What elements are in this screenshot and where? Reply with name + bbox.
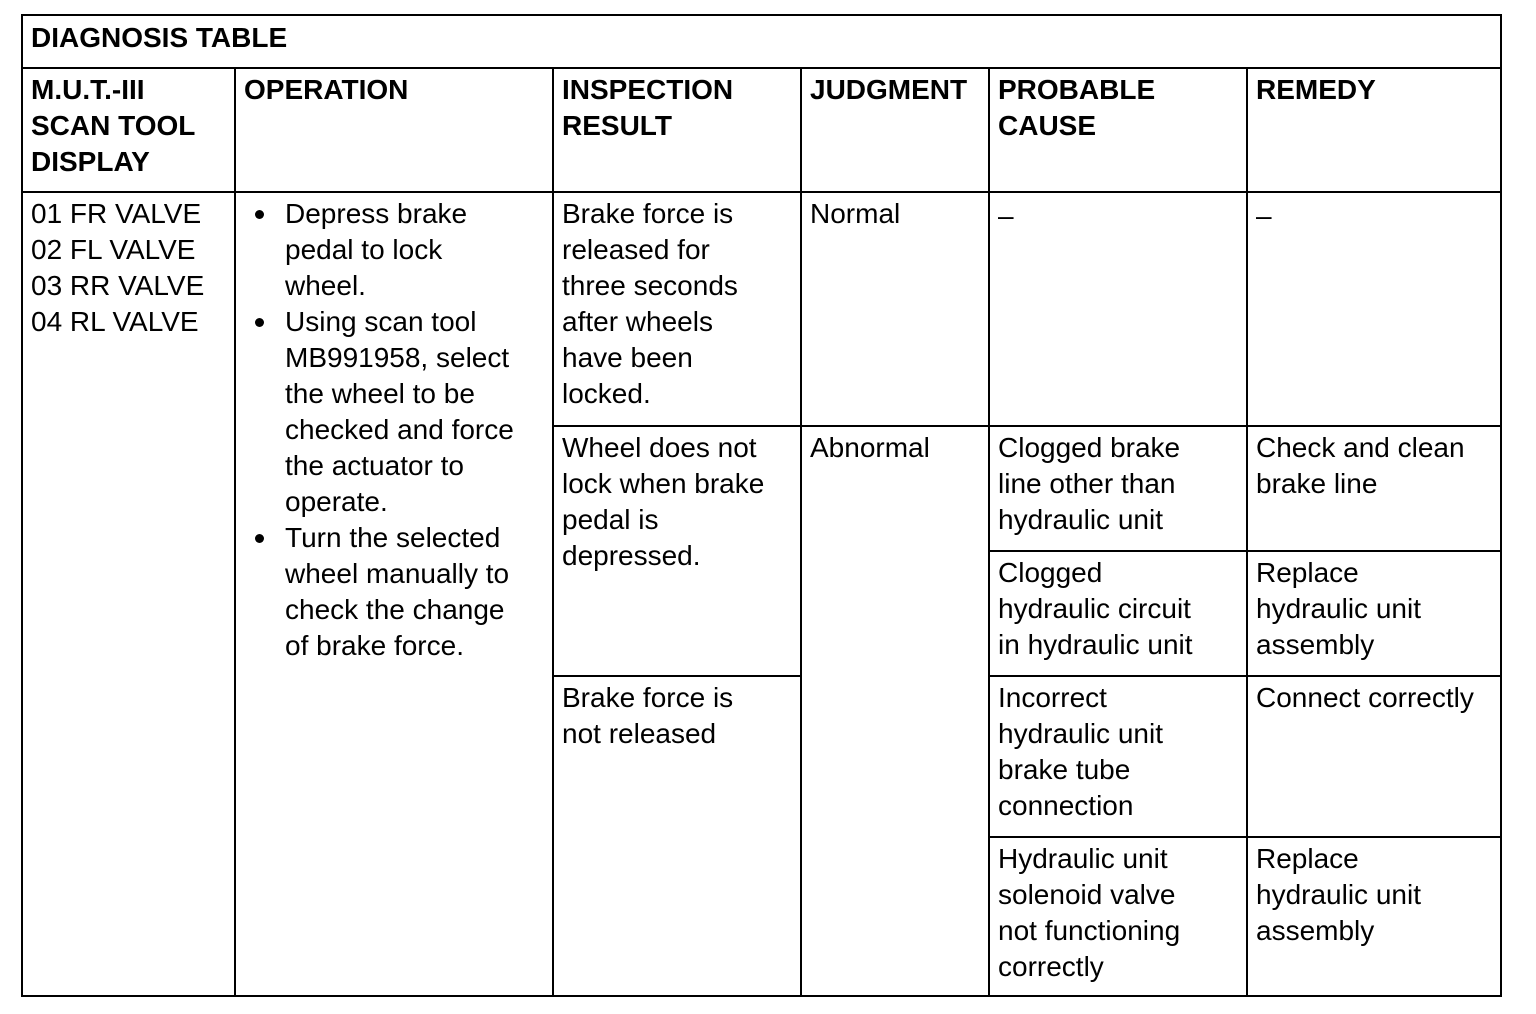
- cause-item: [990, 680, 1171, 824]
- text-line: Brake force is: [562, 682, 734, 713]
- header-line: DISPLAY: [31, 146, 150, 177]
- text-line: connection: [998, 790, 1134, 821]
- text-line: pedal is: [562, 504, 659, 535]
- operation-step: [244, 520, 544, 664]
- divider: [552, 675, 800, 677]
- text-line: not released: [562, 718, 717, 749]
- text-line: assembly: [1256, 629, 1375, 660]
- header-operation: OPERATION: [244, 74, 409, 105]
- text-line: Replace: [1256, 843, 1359, 874]
- step-line: check the change: [285, 594, 505, 625]
- cause-normal: –: [998, 200, 1014, 231]
- cause-item: [990, 841, 1188, 985]
- text-line: Wheel does not: [562, 432, 757, 463]
- display-item: 02 FL VALVE: [31, 234, 196, 265]
- inspection-result-normal: [554, 196, 746, 412]
- text-line: not functioning: [998, 915, 1181, 946]
- text-line: depressed.: [562, 540, 701, 571]
- cause-item: [990, 555, 1201, 663]
- header-probable-cause: [990, 72, 1163, 144]
- remedy-normal: –: [1256, 200, 1272, 231]
- operation-steps: [236, 196, 552, 664]
- divider: [988, 675, 1500, 677]
- text-line: line other than: [998, 468, 1176, 499]
- divider: [23, 67, 1500, 69]
- remedy-item: [1248, 430, 1473, 502]
- bullet-icon: [255, 534, 264, 543]
- display-item: 01 FR VALVE: [31, 198, 202, 229]
- text-line: assembly: [1256, 915, 1375, 946]
- display-item: 04 RL VALVE: [31, 306, 199, 337]
- step-line: MB991958, select: [285, 342, 510, 373]
- inspection-result-no-lock: [554, 430, 772, 574]
- divider: [988, 836, 1500, 838]
- text-line: released for: [562, 234, 710, 265]
- step-line: Turn the selected: [285, 522, 501, 553]
- header-judgment: JUDGMENT: [810, 74, 968, 105]
- text-line: after wheels: [562, 306, 713, 337]
- step-line: Using scan tool: [285, 306, 477, 337]
- header-line: PROBABLE: [998, 74, 1156, 105]
- step-line: wheel manually to: [285, 558, 510, 589]
- scan-tool-display-items: [23, 196, 212, 340]
- bullet-icon: [255, 210, 264, 219]
- step-line: the wheel to be: [285, 378, 475, 409]
- text-line: hydraulic unit: [1256, 879, 1421, 910]
- inspection-result-not-released: [554, 680, 741, 752]
- judgment-normal: Normal: [810, 198, 901, 229]
- step-line: of brake force.: [285, 630, 464, 661]
- header-line: SCAN TOOL: [31, 110, 196, 141]
- step-line: the actuator to: [285, 450, 465, 481]
- divider: [552, 425, 1500, 427]
- step-line: wheel.: [285, 270, 366, 301]
- remedy-item: [1248, 555, 1429, 663]
- cause-item: [990, 430, 1188, 538]
- text-line: hydraulic circuit: [998, 593, 1191, 624]
- divider: [23, 191, 1500, 193]
- header-inspection-result: [554, 72, 741, 144]
- text-line: locked.: [562, 378, 651, 409]
- remedy-item: [1248, 841, 1429, 949]
- text-line: have been: [562, 342, 693, 373]
- text-line: Check and clean: [1256, 432, 1465, 463]
- text-line: Hydraulic unit: [998, 843, 1168, 874]
- judgment-abnormal: Abnormal: [810, 432, 930, 463]
- text-line: hydraulic unit: [998, 718, 1163, 749]
- divider: [988, 550, 1500, 552]
- text-line: Connect correctly: [1256, 682, 1474, 713]
- step-line: operate.: [285, 486, 388, 517]
- text-line: Incorrect: [998, 682, 1107, 713]
- step-line: checked and force: [285, 414, 514, 445]
- text-line: Clogged brake: [998, 432, 1181, 463]
- text-line: brake tube: [998, 754, 1131, 785]
- bullet-icon: [255, 318, 264, 327]
- text-line: hydraulic unit: [1256, 593, 1421, 624]
- header-display: [23, 72, 234, 180]
- header-line: RESULT: [562, 110, 672, 141]
- text-line: Brake force is: [562, 198, 734, 229]
- diagnosis-table: [21, 14, 1502, 997]
- text-line: brake line: [1256, 468, 1378, 499]
- header-line: INSPECTION: [562, 74, 734, 105]
- table-title: DIAGNOSIS TABLE: [31, 22, 288, 53]
- header-line: CAUSE: [998, 110, 1097, 141]
- text-line: in hydraulic unit: [998, 629, 1193, 660]
- text-line: Clogged: [998, 557, 1103, 588]
- header-remedy: REMEDY: [1256, 74, 1376, 105]
- text-line: solenoid valve: [998, 879, 1176, 910]
- text-line: correctly: [998, 951, 1104, 982]
- text-line: Replace: [1256, 557, 1359, 588]
- text-line: lock when brake: [562, 468, 765, 499]
- step-line: pedal to lock: [285, 234, 443, 265]
- header-line: M.U.T.-III: [31, 74, 145, 105]
- operation-step: [244, 304, 544, 520]
- remedy-item: [1248, 680, 1482, 716]
- text-line: three seconds: [562, 270, 738, 301]
- step-line: Depress brake: [285, 198, 468, 229]
- text-line: hydraulic unit: [998, 504, 1163, 535]
- operation-step: [244, 196, 544, 304]
- display-item: 03 RR VALVE: [31, 270, 205, 301]
